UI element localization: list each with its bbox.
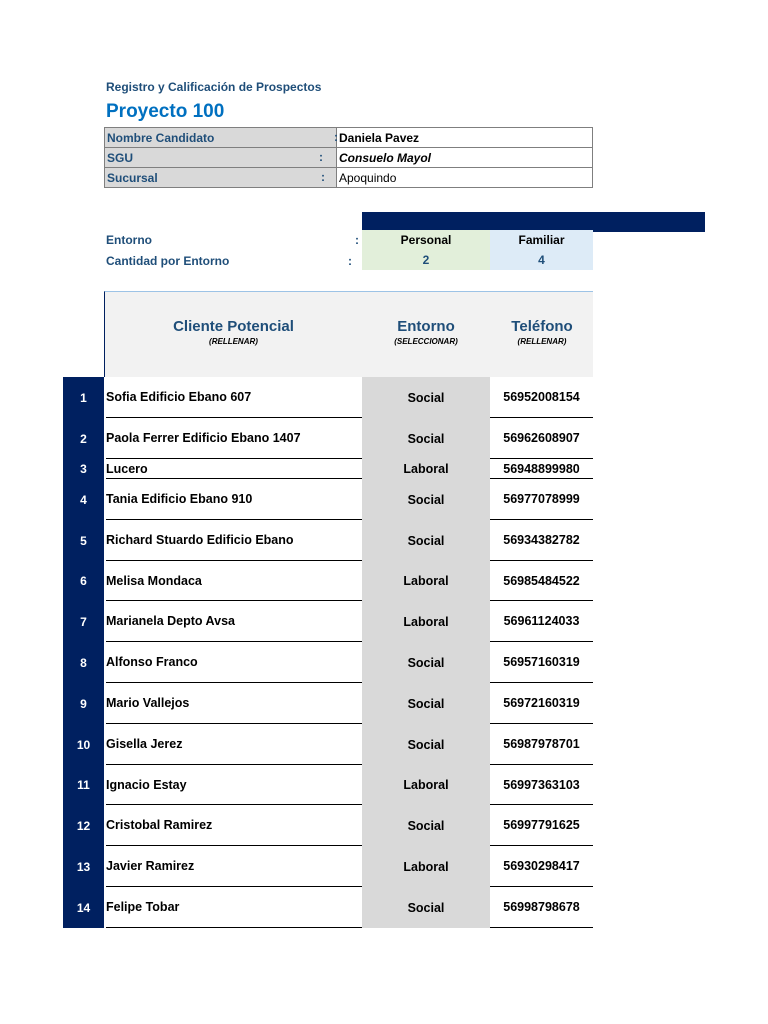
entorno-select[interactable]: Laboral	[362, 459, 490, 479]
entorno-select[interactable]: Social	[362, 377, 490, 418]
entorno-select[interactable]: Social	[362, 887, 490, 928]
info-row-sucursal	[105, 168, 593, 188]
row-number: 10	[76, 737, 91, 752]
telefono-cell[interactable]: 56957160319	[490, 642, 593, 683]
row-number: 9	[80, 696, 87, 711]
cliente-cell[interactable]: Paola Ferrer Edificio Ebano 1407	[106, 418, 362, 459]
cliente-cell[interactable]: Marianela Depto Avsa	[106, 601, 362, 642]
row-number: 2	[80, 431, 87, 446]
cliente-cell[interactable]: Felipe Tobar	[106, 887, 362, 928]
cantidad-label: Cantidad por Entorno	[106, 254, 230, 268]
table-row	[63, 642, 593, 683]
row-number: 7	[80, 614, 87, 629]
row-number: 3	[80, 462, 87, 476]
telefono-cell[interactable]: 56987978701	[490, 724, 593, 765]
col-header-entorno: Entorno (SELECCIONAR)	[394, 318, 458, 346]
entorno-select[interactable]: Laboral	[362, 765, 490, 805]
cliente-cell[interactable]: Sofia Edificio Ebano 607	[106, 377, 362, 418]
table-row	[63, 765, 593, 805]
cliente-cell[interactable]: Tania Edificio Ebano 910	[106, 479, 362, 520]
familiar-count: 4	[490, 250, 593, 270]
document-subtitle: Registro y Calificación de Prospectos	[106, 80, 322, 94]
entorno-select[interactable]: Laboral	[362, 846, 490, 887]
table-row	[63, 724, 593, 765]
row-number: 8	[80, 655, 87, 670]
row-number: 13	[76, 859, 91, 874]
entorno-select[interactable]: Laboral	[362, 561, 490, 601]
entorno-select[interactable]: Social	[362, 683, 490, 724]
telefono-cell[interactable]: 56997791625	[490, 805, 593, 846]
cliente-cell[interactable]: Ignacio Estay	[106, 765, 362, 805]
header-bar	[362, 212, 705, 232]
telefono-cell[interactable]: 56972160319	[490, 683, 593, 724]
entorno-select[interactable]: Social	[362, 642, 490, 683]
telefono-cell[interactable]: 56930298417	[490, 846, 593, 887]
info-value-candidato[interactable]: Daniela Pavez	[337, 128, 593, 148]
entorno-select[interactable]: Laboral	[362, 601, 490, 642]
table-row	[63, 805, 593, 846]
telefono-cell[interactable]: 56985484522	[490, 561, 593, 601]
info-label: Nombre Candidato :	[105, 128, 337, 148]
row-number: 5	[80, 533, 87, 548]
telefono-cell[interactable]: 56934382782	[490, 520, 593, 561]
telefono-cell[interactable]: 56997363103	[490, 765, 593, 805]
document-title: Proyecto 100	[106, 101, 225, 122]
table-row	[63, 479, 593, 520]
table-row	[63, 846, 593, 887]
telefono-cell[interactable]: 56977078999	[490, 479, 593, 520]
table-row	[63, 377, 593, 418]
cliente-cell[interactable]: Gisella Jerez	[106, 724, 362, 765]
cliente-cell[interactable]: Richard Stuardo Edificio Ebano	[106, 520, 362, 561]
col-header-cliente: Cliente Potencial (RELLENAR)	[173, 318, 294, 346]
telefono-cell[interactable]: 56961124033	[490, 601, 593, 642]
telefono-cell[interactable]: 56952008154	[490, 377, 593, 418]
entorno-label: Entorno	[106, 233, 152, 247]
table-row	[63, 418, 593, 459]
candidate-info-table	[104, 127, 593, 188]
cantidad-colon: :	[348, 254, 352, 268]
cliente-cell[interactable]: Mario Vallejos	[106, 683, 362, 724]
entorno-personal-header: Personal	[362, 230, 490, 250]
entorno-select[interactable]: Social	[362, 479, 490, 520]
cliente-cell[interactable]: Melisa Mondaca	[106, 561, 362, 601]
telefono-cell[interactable]: 56998798678	[490, 887, 593, 928]
entorno-select[interactable]: Social	[362, 520, 490, 561]
row-number: 6	[80, 574, 87, 588]
row-number: 11	[77, 778, 90, 792]
row-number: 1	[80, 390, 87, 405]
row-number: 14	[76, 900, 91, 915]
prospects-table-header	[104, 291, 593, 377]
table-row	[63, 683, 593, 724]
info-row-sgu	[105, 148, 593, 168]
row-number: 4	[80, 492, 87, 507]
entorno-familiar-header: Familiar	[490, 230, 593, 250]
info-value-sgu[interactable]: Consuelo Mayol	[337, 148, 593, 168]
entorno-select[interactable]: Social	[362, 724, 490, 765]
telefono-cell[interactable]: 56948899980	[490, 459, 593, 479]
personal-count: 2	[362, 250, 490, 270]
entorno-colon: :	[355, 233, 359, 247]
table-row	[63, 601, 593, 642]
cliente-cell[interactable]: Cristobal Ramirez	[106, 805, 362, 846]
cliente-cell[interactable]: Lucero	[106, 459, 362, 479]
telefono-cell[interactable]: 56962608907	[490, 418, 593, 459]
row-number: 12	[76, 818, 91, 833]
table-row	[63, 520, 593, 561]
table-row	[63, 561, 593, 601]
cliente-cell[interactable]: Javier Ramirez	[106, 846, 362, 887]
entorno-select[interactable]: Social	[362, 418, 490, 459]
table-row	[63, 459, 593, 479]
col-header-telefono: Teléfono (RELLENAR)	[511, 318, 573, 346]
cliente-cell[interactable]: Alfonso Franco	[106, 642, 362, 683]
info-label: Sucursal :	[105, 168, 337, 188]
info-label: SGU :	[105, 148, 337, 168]
entorno-select[interactable]: Social	[362, 805, 490, 846]
info-row-candidato	[105, 128, 593, 148]
table-row	[63, 887, 593, 928]
info-value-sucursal[interactable]: Apoquindo	[337, 168, 593, 188]
